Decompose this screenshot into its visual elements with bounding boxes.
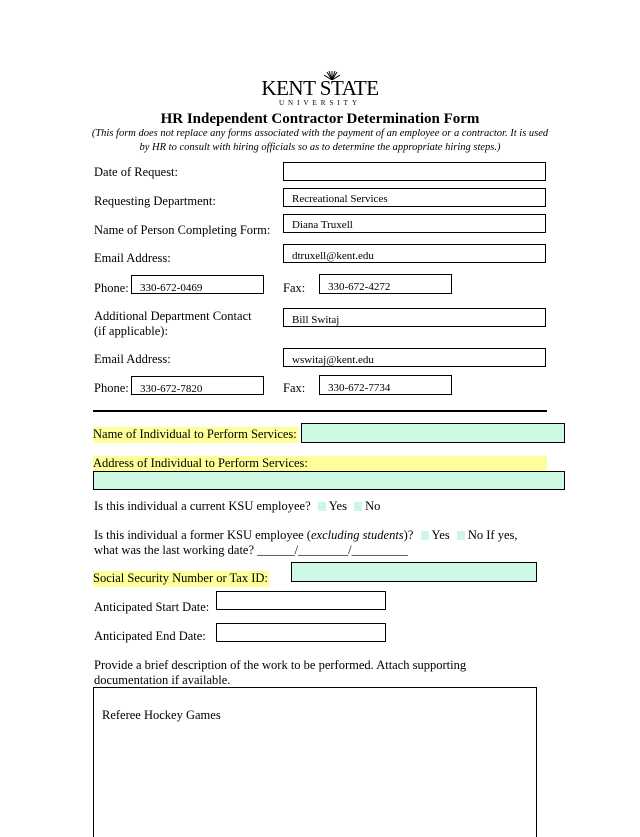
current-employee-question [94, 499, 380, 514]
name-of-person-field[interactable]: Diana Truxell [283, 214, 546, 233]
university-logo [0, 78, 640, 107]
form-title: HR Independent Contractor Determination Form [160, 111, 480, 127]
current-employee-text: Is this individual a current KSU employee? [94, 499, 311, 513]
requesting-department-field[interactable]: Recreational Services [283, 188, 546, 207]
phone-label: Phone: [94, 281, 129, 295]
individual-address-field[interactable] [93, 471, 565, 490]
individual-name-field[interactable] [301, 423, 565, 443]
individual-address-label: Address of Individual to Perform Services: [93, 456, 547, 472]
former-no-checkbox[interactable] [457, 531, 465, 540]
end-date-label: Anticipated End Date: [94, 629, 206, 643]
additional-phone-label: Phone: [94, 381, 129, 395]
email-address-label: Email Address: [94, 251, 171, 265]
ssn-label: Social Security Number or Tax ID: [93, 571, 268, 585]
fax-label: Fax: [283, 281, 306, 295]
current-yes-label: Yes [328, 499, 347, 513]
additional-fax-field[interactable]: 330-672-7734 [319, 375, 452, 395]
current-no-checkbox[interactable] [354, 502, 362, 511]
former-yes-label: Yes [431, 528, 450, 542]
ssn-field[interactable] [291, 562, 537, 582]
description-prompt-line1: Provide a brief description of the work to be performed. Attach supporting [94, 658, 467, 672]
end-date-field[interactable] [216, 623, 386, 642]
fax-field[interactable]: 330-672-4272 [319, 274, 452, 294]
logo-main-text: KENT STATE [261, 76, 379, 100]
individual-name-label: Name of Individual to Perform Services: [93, 427, 299, 443]
former-if-yes-text: If yes, [486, 528, 518, 542]
start-date-field[interactable] [216, 591, 386, 610]
additional-email-label: Email Address: [94, 352, 171, 366]
description-value: Referee Hockey Games [102, 708, 221, 722]
former-employee-question [94, 528, 518, 543]
logo-sub-text: UNIVERSITY [279, 99, 361, 107]
current-no-label: No [365, 499, 381, 513]
additional-phone-field[interactable]: 330-672-7820 [131, 376, 264, 395]
former-no-label: No [467, 528, 484, 542]
phone-field[interactable]: 330-672-0469 [131, 275, 264, 294]
name-of-person-label: Name of Person Completing Form: [94, 223, 271, 237]
additional-fax-label: Fax: [283, 381, 306, 395]
date-of-request-label: Date of Request: [94, 165, 179, 179]
former-question-text-a: Is this individual a former KSU employee ( [94, 528, 311, 542]
current-yes-checkbox[interactable] [318, 502, 326, 511]
former-yes-checkbox[interactable] [421, 531, 429, 540]
description-prompt-line2: documentation if available. [94, 673, 231, 687]
former-question-text-b: )? [403, 528, 414, 542]
last-working-date-line[interactable]: what was the last working date? ______/________/_________ [94, 543, 408, 557]
email-address-field[interactable]: dtruxell@kent.edu [283, 244, 546, 263]
additional-email-field[interactable]: wswitaj@kent.edu [283, 348, 546, 367]
additional-contact-sublabel: (if applicable): [94, 324, 168, 338]
description-textarea[interactable] [93, 687, 537, 837]
form-note: (This form does not replace any forms associated with the payment of an employee or a contractor. It is used by HR to consult with hiring officials so as to determine the appropriate hiring steps.) [91, 128, 549, 153]
additional-contact-field[interactable]: Bill Switaj [283, 308, 546, 327]
additional-contact-label: Additional Department Contact [94, 309, 252, 323]
start-date-label: Anticipated Start Date: [94, 600, 210, 614]
section-divider [93, 410, 547, 412]
requesting-department-label: Requesting Department: [94, 194, 216, 208]
former-question-emphasis: excluding students [310, 528, 404, 542]
date-of-request-field[interactable] [283, 162, 546, 181]
